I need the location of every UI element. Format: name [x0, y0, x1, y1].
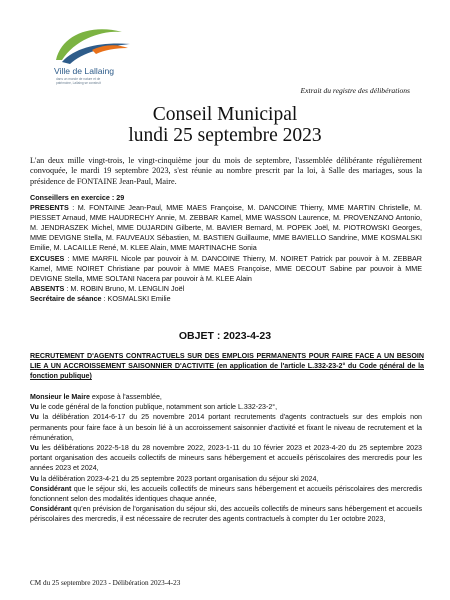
body-line: Monsieur le Maire expose à l'assemblée, — [30, 393, 162, 401]
body-line: Vu la délibération 2014-6-17 du 25 novembre 2014 portant recrutements d'agents contractuels sur des emplois non permanents pour faire face à un besoin lié à un accroissement saisonnier d'activité et fixant le niveau de recrutement et la rémunération, — [30, 413, 422, 442]
deliberation-body — [30, 392, 422, 525]
objet-heading: OBJET : 2023-4-23 — [178, 330, 272, 342]
logo-name: Ville de Lallaing — [54, 66, 115, 76]
subject-heading: RECRUTEMENT D'AGENTS CONTRACTUELS SUR DES EMPLOIS PERMANENTS POUR FAIRE FACE A UN BESOIN LIE A UN ACCROISSEMENT SAISONNIER D'ACTIVITE (en application de l'article L.332-23-2° du Code général de la fonction publique) — [30, 352, 424, 380]
extract-label: Extrait du registre des délibérations — [300, 86, 410, 95]
absent-list: : M. ROBIN Bruno, M. LENGLIN Joël — [64, 283, 185, 293]
page-footer: CM du 25 septembre 2023 - Délibération 2023-4-23 — [30, 579, 181, 587]
members-section — [30, 193, 422, 304]
excused-list: : MME MARFIL Nicole par pouvoir à M. DANCOINE Thierry, M. NOIRET Patrick par pouvoir à M. ZEBBAR Kamel, MME NOIRET Christiane par pouvoir à MME MAES Françoise, MME DECOUT Sabine par pouvoir à MME DEVIGNE Stella, MME SOLTANI Nacera par pouvoir à M. KLEE Alain — [30, 253, 422, 283]
meeting-date: lundi 25 septembre 2023 — [128, 125, 322, 146]
absent-label: ABSENTS — [30, 283, 65, 293]
present-list: : M. FONTAINE Jean-Paul, MME MAES Françoise, M. DANCOINE Thierry, MME MARTIN Christelle, M. PIESSET Arnaud, MME HAUDRECHY Annie, M. ZEBBAR Kamel, MME WASSON Laurence, M. PROVENZANO Antonio, M. JENDRASZEK Michel, MME DUJARDIN Gilberte, M. BAVIER Bernard, M. POPEK Joël, M. PIOTROWSKI Georges, MME DEVIGNE Stella, M. FAUVEAUX Sébastien, M. BASTIEN Guillaume, MME BAVIELLO Sandrine, MME KOSMALSKI Emilie, M. LACAILLE René, M. KLEE Alain, MME MARTINACHE Sonia — [30, 203, 422, 253]
logo-swoosh-icon — [52, 20, 142, 66]
body-line: Vu le code général de la fonction publique, notamment son article L.332-23-2°, — [30, 403, 278, 412]
logo-tagline: dans un monde de nature et de patrimoine, Lallaing se construit — [56, 77, 101, 85]
body-line: Vu la délibération 2023-4-21 du 25 septembre 2023 portant organisation du séjour ski 2024, — [30, 474, 319, 483]
intro-paragraph: L'an deux mille vingt-trois, le vingt-cinquième jour du mois de septembre, l'assemblée délibérante régulièrement convoquée, le mardi 19 septembre 2023, s'est réunie au nombre prescrit par la loi, à Salle des mariages, sous la présidence de FONTAINE Jean-Paul, Maire. — [30, 156, 422, 186]
mayor-label: Monsieur le Maire — [30, 393, 90, 401]
page-title: Conseil Municipal — [152, 104, 298, 125]
body-line: Vu les délibérations 2022-5-18 du 28 novembre 2022, 2023-1-11 du 10 février 2023 et 2023-4-20 du 25 septembre 2023 portant organisation des accueils collectifs de mineurs sans hébergement et accueils périscolaires des mercredis pour les années 2023 et 2024, — [30, 444, 422, 473]
present-label: PRESENTS — [30, 203, 69, 213]
body-line: Considérant qu'en prévision de l'organisation du séjour ski, des accueils collectifs de mineurs sans hébergement et accueils périscolaires des mercredis, il est nécessaire de recruter des agents contractuels à compter du 1er octobre 2023, — [30, 505, 422, 524]
in-office-label: Conseillers en exercice : 29 — [30, 193, 125, 202]
excused-label: EXCUSES — [30, 253, 65, 263]
secretary-name: : KOSMALSKI Emilie — [101, 293, 171, 303]
city-logo — [52, 20, 142, 90]
secretary-label: Secrétaire de séance — [30, 293, 102, 303]
body-line: Considérant que le séjour ski, les accueils collectifs de mineurs sans hébergement et accueils périscolaires des mercredis fonctionnent selon des modalités identiques chaque année, — [30, 484, 422, 504]
